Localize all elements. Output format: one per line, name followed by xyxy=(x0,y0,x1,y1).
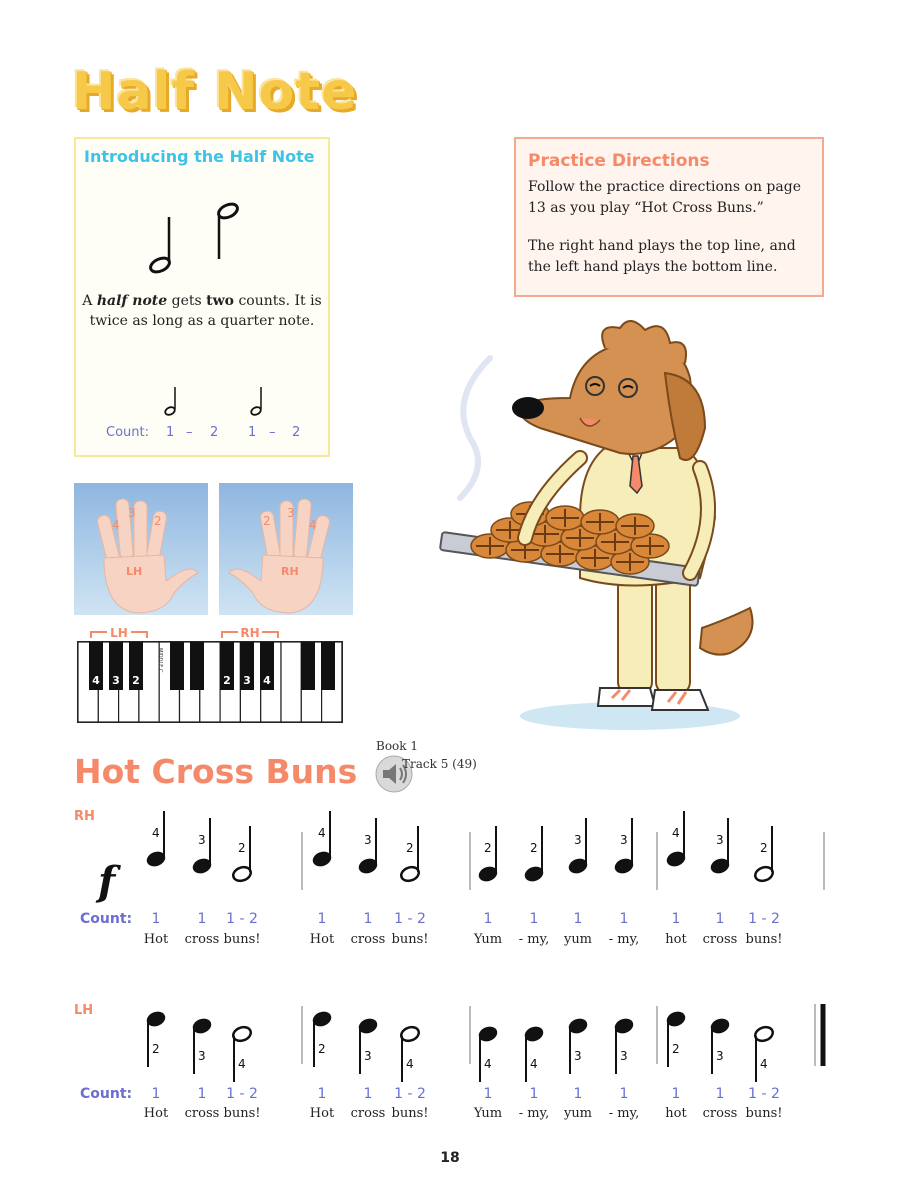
lh-lyric: - my, xyxy=(608,1106,640,1121)
intro-count-label: Count: xyxy=(106,425,149,440)
rh-finger-label: 4 xyxy=(309,518,317,532)
lh-lyric: buns! xyxy=(391,1106,429,1121)
rh-count-value: 1 - 2 xyxy=(226,911,258,927)
lh-half-note xyxy=(399,1025,420,1043)
rh-quarter-note xyxy=(145,850,166,868)
rh-quarter-note xyxy=(665,850,686,868)
lh-count-value: 1 - 2 xyxy=(226,1086,258,1102)
page-number: 18 xyxy=(440,1150,460,1166)
black-key xyxy=(321,642,335,690)
lh-lyric: yum xyxy=(563,1106,593,1121)
lh-staff-label: LH xyxy=(74,1003,94,1018)
half-note-stem-down-icon xyxy=(216,201,239,259)
lh-count-value: 1 xyxy=(671,1086,681,1102)
rh-quarter-note xyxy=(311,850,332,868)
rh-count-value: 1 xyxy=(619,911,629,927)
lh-lyric: cross xyxy=(702,1106,738,1121)
rh-count-value: 1 xyxy=(715,911,725,927)
lh-finger-number: 3 xyxy=(716,1049,724,1063)
rh-half-note xyxy=(753,865,774,883)
lh-count-label: Count: xyxy=(80,1086,133,1102)
lh-half-note xyxy=(753,1025,774,1043)
keyboard-diagram xyxy=(74,622,346,724)
rh-lyric: Hot xyxy=(309,932,335,947)
lh-finger-number: 3 xyxy=(620,1049,628,1063)
black-key xyxy=(170,642,184,690)
lh-quarter-note xyxy=(311,1010,332,1028)
lh-finger-number: 4 xyxy=(530,1057,538,1071)
lh-quarter-note xyxy=(357,1017,378,1035)
lh-finger-number: 3 xyxy=(574,1049,582,1063)
lh-finger-number: 2 xyxy=(672,1042,680,1056)
lh-count-value: 1 xyxy=(363,1086,373,1102)
song-title: Hot Cross Buns xyxy=(74,752,358,791)
lh-count-value: 1 xyxy=(151,1086,161,1102)
black-key xyxy=(190,642,204,690)
keyboard-lh-finger: 2 xyxy=(132,674,140,687)
intro-count: – xyxy=(186,425,193,440)
lh-count-value: 1 xyxy=(317,1086,327,1102)
rh-lyric: buns! xyxy=(223,932,261,947)
intro-count: – xyxy=(269,425,276,440)
lh-finger-label: 2 xyxy=(154,514,162,528)
middle-c-label: MIDDLE C xyxy=(157,648,163,673)
hot-cross-bun xyxy=(581,510,619,534)
lh-finger-number: 4 xyxy=(238,1057,246,1071)
practice-paragraph-1: Follow the practice directions on page 13 as you play “Hot Cross Buns.” xyxy=(528,179,801,216)
rh-lyric: cross xyxy=(184,932,220,947)
keyboard-rh-finger: 2 xyxy=(223,674,231,687)
rh-quarter-note xyxy=(613,857,634,875)
rh-finger-number: 2 xyxy=(760,841,768,855)
rh-finger-number: 3 xyxy=(364,833,372,847)
rh-finger-label: 3 xyxy=(287,506,295,520)
lh-finger-number: 4 xyxy=(406,1057,414,1071)
rh-quarter-note xyxy=(709,857,730,875)
dog-chef-illustration xyxy=(430,318,775,738)
rh-finger-label: 2 xyxy=(263,514,271,528)
practice-heading: Practice Directions xyxy=(528,151,710,171)
lh-count-value: 1 xyxy=(573,1086,583,1102)
rh-half-note xyxy=(399,865,420,883)
rh-finger-number: 3 xyxy=(716,833,724,847)
lh-half-note xyxy=(231,1025,252,1043)
lh-lyric: buns! xyxy=(223,1106,261,1121)
lh-count-value: 1 xyxy=(715,1086,725,1102)
lh-lyric: Hot xyxy=(143,1106,169,1121)
rh-lyric: hot xyxy=(665,932,687,947)
lh-finger-number: 3 xyxy=(364,1049,372,1063)
lh-quarter-note xyxy=(567,1017,588,1035)
lh-quarter-note xyxy=(145,1010,166,1028)
rh-count-value: 1 xyxy=(317,911,327,927)
small-half-notes-icon xyxy=(156,385,276,419)
lh-finger-number: 2 xyxy=(318,1042,326,1056)
lh-quarter-note xyxy=(477,1025,498,1043)
lh-count-value: 1 xyxy=(619,1086,629,1102)
lh-quarter-note xyxy=(523,1025,544,1043)
rh-finger-number: 2 xyxy=(484,841,492,855)
practice-directions-box xyxy=(514,137,824,297)
lh-count-value: 1 xyxy=(197,1086,207,1102)
hot-cross-bun xyxy=(546,506,584,530)
rh-count-value: 1 xyxy=(573,911,583,927)
lh-count-value: 1 xyxy=(483,1086,493,1102)
lh-count-value: 1 - 2 xyxy=(748,1086,780,1102)
rh-quarter-note xyxy=(477,865,498,883)
rh-count-value: 1 xyxy=(529,911,539,927)
rh-lyric: cross xyxy=(702,932,738,947)
lh-lyric: Yum xyxy=(473,1106,503,1121)
lh-quarter-note xyxy=(191,1017,212,1035)
rh-lyric: yum xyxy=(563,932,593,947)
forte-dynamic: f xyxy=(98,858,116,905)
intro-text: A half note gets two counts. It is twice as long as a quarter note. xyxy=(82,293,322,329)
practice-paragraph-2: The right hand plays the top line, and the left hand plays the bottom line. xyxy=(528,238,796,275)
half-note-illustration xyxy=(136,197,256,287)
rh-quarter-note xyxy=(523,865,544,883)
lh-lyric: buns! xyxy=(745,1106,783,1121)
rh-count-value: 1 - 2 xyxy=(394,911,426,927)
lh-quarter-note xyxy=(613,1017,634,1035)
lh-hand-label: LH xyxy=(126,565,143,578)
rh-staff-label: RH xyxy=(74,809,95,824)
rh-count-value: 1 xyxy=(483,911,493,927)
lh-finger-label: 3 xyxy=(128,506,136,520)
rh-finger-number: 3 xyxy=(198,833,206,847)
keyboard-lh-label: LH xyxy=(110,626,128,640)
lh-finger-label: 4 xyxy=(112,518,120,532)
black-key xyxy=(301,642,315,690)
keyboard-lh-finger: 3 xyxy=(112,674,120,687)
rh-count-value: 1 xyxy=(151,911,161,927)
intro-count: 2 xyxy=(292,425,301,440)
rh-hand-label: RH xyxy=(281,565,299,578)
rh-finger-number: 2 xyxy=(238,841,246,855)
page-title: Half Note xyxy=(72,62,358,122)
rh-finger-number: 4 xyxy=(318,826,326,840)
rh-lyric: - my, xyxy=(518,932,550,947)
half-note-stem-up-icon xyxy=(148,217,171,275)
keyboard-rh-finger: 3 xyxy=(243,674,251,687)
rh-count-value: 1 xyxy=(671,911,681,927)
rh-lyric: buns! xyxy=(745,932,783,947)
left-hand-illustration xyxy=(74,483,208,615)
rh-finger-number: 2 xyxy=(530,841,538,855)
rh-lyric: buns! xyxy=(391,932,429,947)
rh-lyric: - my, xyxy=(608,932,640,947)
intro-count: 2 xyxy=(210,425,219,440)
rh-finger-number: 3 xyxy=(620,833,628,847)
rh-finger-number: 4 xyxy=(152,826,160,840)
lh-count-value: 1 - 2 xyxy=(394,1086,426,1102)
right-hand-illustration xyxy=(219,483,353,615)
lh-count-value: 1 xyxy=(529,1086,539,1102)
lh-finger-number: 4 xyxy=(760,1057,768,1071)
intro-count: 1 xyxy=(166,425,175,440)
lh-lyric: hot xyxy=(665,1106,687,1121)
intro-count: 1 xyxy=(248,425,257,440)
rh-quarter-note xyxy=(191,857,212,875)
intro-box xyxy=(74,137,330,457)
rh-count-label: Count: xyxy=(80,911,133,927)
rh-quarter-note xyxy=(567,857,588,875)
lh-lyric: Hot xyxy=(309,1106,335,1121)
rh-lyric: Hot xyxy=(143,932,169,947)
rh-lyric: Yum xyxy=(473,932,503,947)
intro-heading: Introducing the Half Note xyxy=(84,147,315,166)
rh-finger-number: 3 xyxy=(574,833,582,847)
hot-cross-bun xyxy=(616,514,654,538)
book-label: Book 1 xyxy=(376,739,418,753)
keyboard-rh-finger: 4 xyxy=(263,674,271,687)
lh-finger-number: 4 xyxy=(484,1057,492,1071)
rh-finger-number: 4 xyxy=(672,826,680,840)
rh-finger-number: 2 xyxy=(406,841,414,855)
lh-finger-number: 2 xyxy=(152,1042,160,1056)
lh-lyric: - my, xyxy=(518,1106,550,1121)
rh-lyric: cross xyxy=(350,932,386,947)
rh-half-note xyxy=(231,865,252,883)
rh-count-value: 1 xyxy=(363,911,373,927)
lh-quarter-note xyxy=(709,1017,730,1035)
keyboard-lh-finger: 4 xyxy=(92,674,100,687)
rh-count-value: 1 xyxy=(197,911,207,927)
track-label: Track 5 (49) xyxy=(402,757,477,771)
keyboard-rh-label: RH xyxy=(240,626,260,640)
lh-lyric: cross xyxy=(350,1106,386,1121)
lh-quarter-note xyxy=(665,1010,686,1028)
rh-count-value: 1 - 2 xyxy=(748,911,780,927)
lh-finger-number: 3 xyxy=(198,1049,206,1063)
white-key xyxy=(281,642,301,722)
rh-quarter-note xyxy=(357,857,378,875)
lh-lyric: cross xyxy=(184,1106,220,1121)
